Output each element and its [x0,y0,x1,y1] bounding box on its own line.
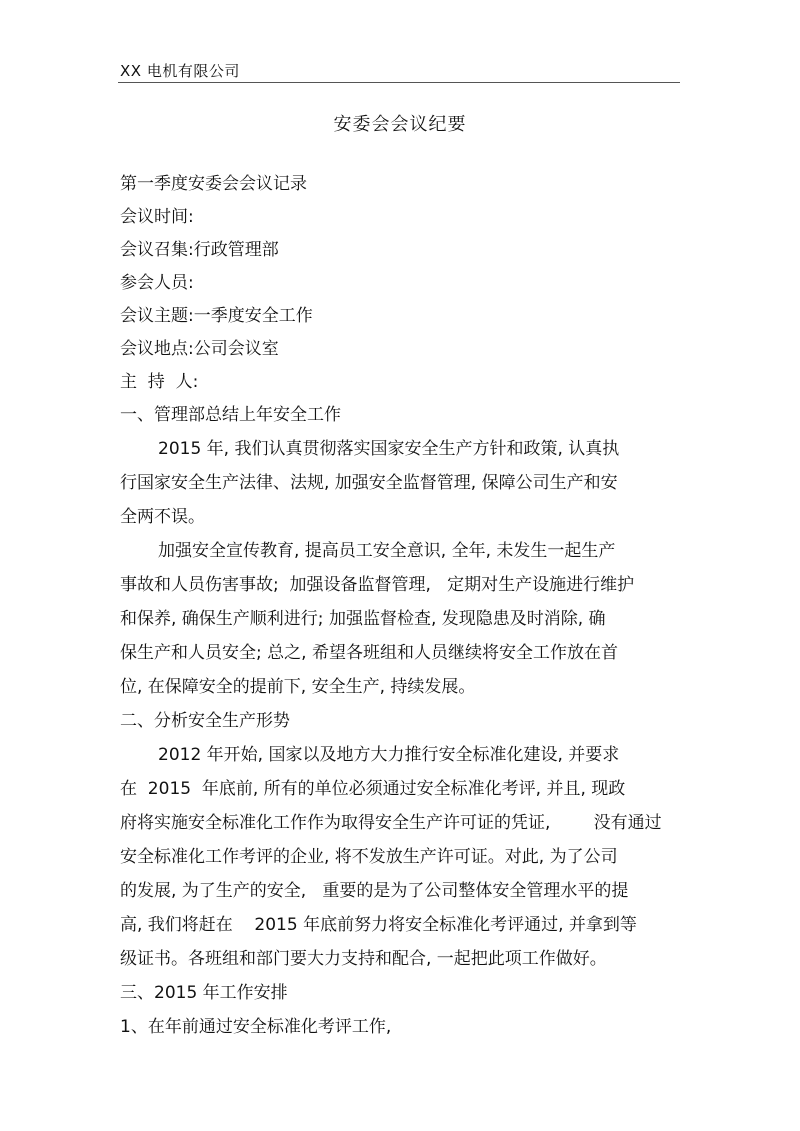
field-convener: 会议召集:行政管理部 [120,240,279,260]
section-1-paragraph-2-line: 保生产和人员安全; 总之, 希望各班组和人员继续将安全工作放在首 [120,643,618,663]
section-3-heading: 三、2015 年工作安排 [120,983,288,1003]
section-2-paragraph-line: 在 2015 年底前, 所有的单位必须通过安全标准化考评, 并且, 现政 [120,779,626,799]
section-1-paragraph-2-line: 位, 在保障安全的提前下, 安全生产, 持续发展。 [120,677,476,697]
section-2-paragraph-line: 高, 我们将赶在 2015 年底前努力将安全标准化考评通过, 并拿到等 [120,915,637,935]
section-2-paragraph-line: 级证书。各班组和部门要大力支持和配合, 一起把此项工作做好。 [120,949,607,969]
document-title: 安委会会议纪要 [333,114,467,135]
section-3-item: 1、在年前通过安全标准化考评工作, [120,1017,392,1037]
company-header: XX 电机有限公司 [120,62,240,80]
section-2-paragraph-line: 安全标准化工作考评的企业, 将不发放生产许可证。对此, 为了公司 [120,847,618,867]
field-location: 会议地点:公司会议室 [120,339,279,359]
section-1-paragraph-2-line: 加强安全宣传教育, 提高员工安全意识, 全年, 未发生一起生产 [158,541,616,561]
section-1-paragraph-1-line: 全两不误。 [120,507,205,527]
field-topic: 会议主题:一季度安全工作 [120,306,313,326]
section-2-paragraph-line: 的发展, 为了生产的安全, 重要的是为了公司整体安全管理水平的提 [120,881,629,901]
section-1-paragraph-1-line: 行国家安全生产法律、法规, 加强安全监督管理, 保障公司生产和安 [120,473,618,493]
header-divider [118,82,680,83]
section-1-paragraph-1-line: 2015 年, 我们认真贯彻落实国家安全生产方针和政策, 认真执 [158,439,620,459]
section-1-heading: 一、管理部总结上年安全工作 [120,405,341,425]
section-2-paragraph-line: 2012 年开始, 国家以及地方大力推行安全标准化建设, 并要求 [158,745,620,765]
section-2-heading: 二、分析安全生产形势 [120,711,290,731]
section-1-paragraph-2-line: 和保养, 确保生产顺利进行; 加强监督检查, 发现隐患及时消除, 确 [120,609,606,629]
section-2-paragraph-line: 府将实施安全标准化工作作为取得安全生产许可证的凭证, 没有通过 [120,813,662,833]
document-subtitle: 第一季度安委会会议记录 [120,174,307,194]
section-1-paragraph-2-line: 事故和人员伤害事故; 加强设备监督管理, 定期对生产设施进行维护 [120,575,635,595]
field-host: 主 持 人: [120,372,199,392]
field-meeting-time: 会议时间: [120,207,194,227]
field-attendees: 参会人员: [120,273,194,293]
